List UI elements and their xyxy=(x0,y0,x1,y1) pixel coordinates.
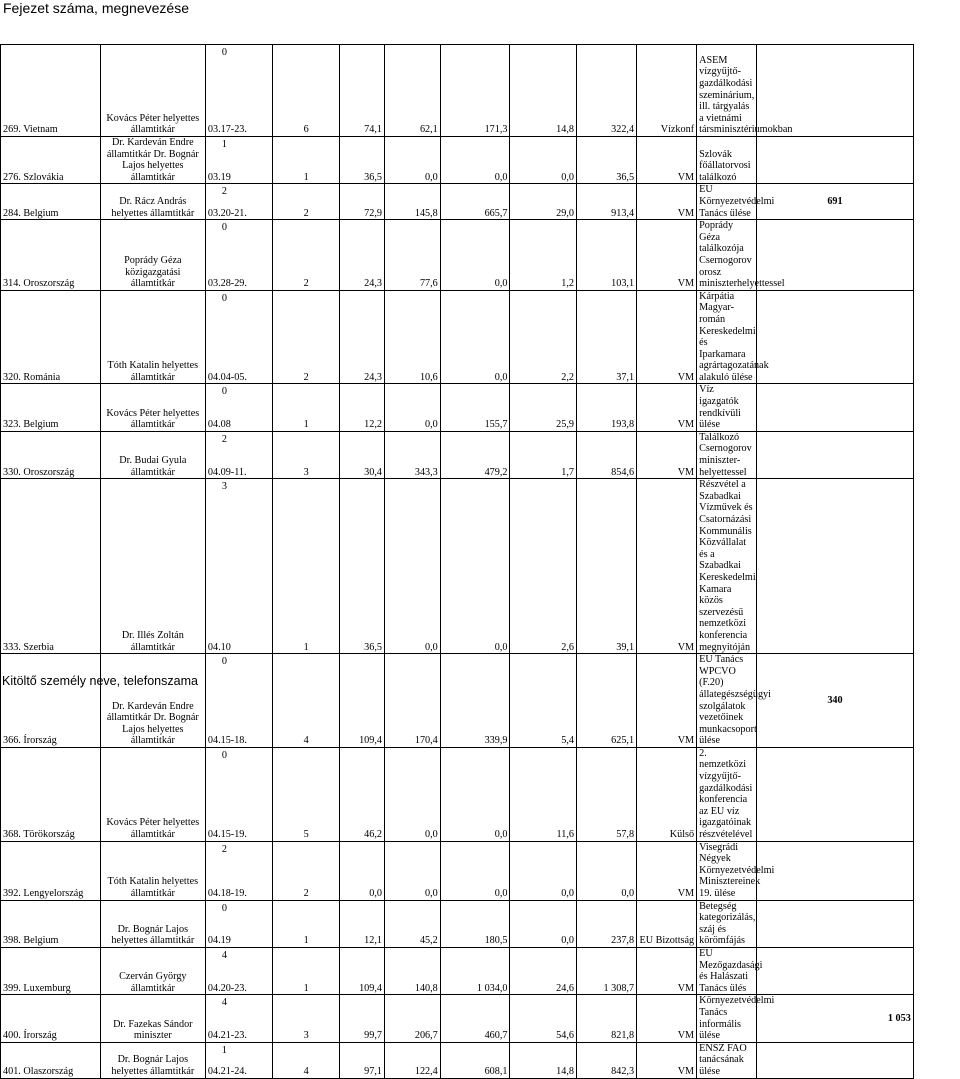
row-value-b: 77,6 xyxy=(385,220,441,291)
row-days: 1 xyxy=(273,947,340,994)
row-days: 6 xyxy=(273,45,340,137)
row-count: 2 xyxy=(221,186,227,198)
table-row xyxy=(1,431,960,478)
row-topic: EU Mezőgazdasági és Halászati Tanács ülés xyxy=(697,947,757,994)
row-date xyxy=(205,220,273,291)
row-value-c: 479,2 xyxy=(440,431,510,478)
row-value-c: 608,1 xyxy=(440,1042,510,1078)
row-days: 1 xyxy=(273,479,340,654)
row-extra-value xyxy=(757,900,914,947)
row-total: 821,8 xyxy=(576,995,636,1042)
table-row xyxy=(1,384,960,431)
row-person: Tóth Katalin helyettes államtitkár xyxy=(100,841,205,900)
row-total: 625,1 xyxy=(576,654,636,748)
row-value-b: 206,7 xyxy=(385,995,441,1042)
row-topic: Kárpátia Magyar-román Kereskedelmi és Iparkamara agrártagozatának alakuló ülése xyxy=(697,290,757,384)
row-date-text: 04.19 xyxy=(207,935,231,947)
row-person: Czerván György államtitkár xyxy=(100,947,205,994)
row-value-b: 0,0 xyxy=(385,384,441,431)
row-value-d: 1,2 xyxy=(510,220,577,291)
row-total: 0,0 xyxy=(576,841,636,900)
row-date-text: 04.15-18. xyxy=(207,735,247,747)
row-value-a: 109,4 xyxy=(339,654,384,748)
row-extra-value: 1 053 xyxy=(757,995,914,1042)
table-row xyxy=(1,220,960,291)
row-extra-value: 691 xyxy=(757,184,914,220)
row-value-d: 24,6 xyxy=(510,947,577,994)
row-count: 0 xyxy=(221,292,227,304)
row-date xyxy=(205,947,273,994)
row-extra-value xyxy=(757,747,914,841)
table-row xyxy=(1,995,960,1042)
row-count: 1 xyxy=(221,1044,227,1056)
row-topic: Víz igazgatók rendkívüli ülése xyxy=(697,384,757,431)
row-value-b: 0,0 xyxy=(385,137,441,184)
row-topic: EU Környezetvédelmi Tanács ülése xyxy=(697,184,757,220)
row-date-text: 04.08 xyxy=(207,419,231,431)
row-value-d: 1,7 xyxy=(510,431,577,478)
row-person: Dr. Kardeván Endre államtitkár Dr. Bognár Lajos helyettes államtitkár xyxy=(100,654,205,748)
row-value-b: 145,8 xyxy=(385,184,441,220)
row-value-b: 140,8 xyxy=(385,947,441,994)
table-row xyxy=(1,137,960,184)
row-mode: VM xyxy=(637,220,697,291)
row-value-d: 0,0 xyxy=(510,841,577,900)
row-total: 842,3 xyxy=(576,1042,636,1078)
row-mode: VM xyxy=(637,1042,697,1078)
row-country: 392. Lengyelország xyxy=(1,841,101,900)
row-mode: VM xyxy=(637,947,697,994)
row-topic: Környezetvédelmi Tanács informális ülése xyxy=(697,995,757,1042)
row-extra-value xyxy=(757,45,914,137)
row-value-a: 74,1 xyxy=(339,45,384,137)
row-value-d: 54,6 xyxy=(510,995,577,1042)
row-country: 330. Oroszország xyxy=(1,431,101,478)
row-country: 314. Oroszország xyxy=(1,220,101,291)
row-count: 2 xyxy=(221,433,227,445)
row-value-d: 0,0 xyxy=(510,900,577,947)
row-person: Tóth Katalin helyettes államtitkár xyxy=(100,290,205,384)
row-date xyxy=(205,384,273,431)
row-country: 366. Írország xyxy=(1,654,101,748)
row-total: 37,1 xyxy=(576,290,636,384)
row-value-c: 1 034,0 xyxy=(440,947,510,994)
row-mode: VM xyxy=(637,290,697,384)
row-total: 103,1 xyxy=(576,220,636,291)
row-count: 0 xyxy=(221,222,227,234)
row-topic: Szlovák főállatorvosi találkozó xyxy=(697,137,757,184)
table-row xyxy=(1,900,960,947)
row-value-a: 36,5 xyxy=(339,137,384,184)
row-count: 0 xyxy=(221,47,227,58)
row-date xyxy=(205,900,273,947)
table-row xyxy=(1,290,960,384)
row-person: Dr. Budai Gyula államtitkár xyxy=(100,431,205,478)
row-value-a: 24,3 xyxy=(339,290,384,384)
row-count: 0 xyxy=(221,656,227,668)
row-date-text: 04.04-05. xyxy=(207,371,247,383)
row-date-text: 03.17-23. xyxy=(207,124,247,136)
row-value-c: 0,0 xyxy=(440,137,510,184)
row-date xyxy=(205,995,273,1042)
row-topic: Visegrádi Négyek Környezetvédelmi Minisztereinek 19. ülése xyxy=(697,841,757,900)
row-mode: VM xyxy=(637,137,697,184)
table-row xyxy=(1,479,960,654)
row-count: 4 xyxy=(221,949,227,961)
row-days: 1 xyxy=(273,900,340,947)
row-person: Dr. Illés Zoltán államtitkár xyxy=(100,479,205,654)
row-person: Kovács Péter helyettes államtitkár xyxy=(100,45,205,137)
row-extra-value xyxy=(757,137,914,184)
row-value-b: 62,1 xyxy=(385,45,441,137)
row-person: Dr. Bognár Lajos helyettes államtitkár xyxy=(100,900,205,947)
row-total: 913,4 xyxy=(576,184,636,220)
row-value-a: 12,2 xyxy=(339,384,384,431)
row-country: 323. Belgium xyxy=(1,384,101,431)
row-value-c: 460,7 xyxy=(440,995,510,1042)
row-mode: VM xyxy=(637,479,697,654)
row-value-c: 0,0 xyxy=(440,747,510,841)
row-days: 4 xyxy=(273,1042,340,1078)
row-date-text: 04.15-19. xyxy=(207,829,247,841)
row-days: 2 xyxy=(273,220,340,291)
row-person: Kovács Péter helyettes államtitkár xyxy=(100,384,205,431)
row-days: 1 xyxy=(273,137,340,184)
row-extra-value xyxy=(757,947,914,994)
row-mode: VM xyxy=(637,431,697,478)
row-extra-value xyxy=(757,479,914,654)
row-date xyxy=(205,45,273,137)
table-row xyxy=(1,841,960,900)
row-date-text: 03.28-29. xyxy=(207,278,247,290)
row-value-a: 12,1 xyxy=(339,900,384,947)
row-days: 2 xyxy=(273,184,340,220)
row-mode: VM xyxy=(637,841,697,900)
row-value-b: 122,4 xyxy=(385,1042,441,1078)
row-total: 193,8 xyxy=(576,384,636,431)
row-value-c: 339,9 xyxy=(440,654,510,748)
row-count: 0 xyxy=(221,749,227,761)
row-topic: Poprády Géza találkozója Csernogorov orosz miniszterhelyettessel xyxy=(697,220,757,291)
row-value-d: 14,8 xyxy=(510,1042,577,1078)
footer-contact-label: Kitöltő személy neve, telefonszama xyxy=(2,674,198,688)
row-mode: VM xyxy=(637,384,697,431)
row-date xyxy=(205,747,273,841)
row-extra-value xyxy=(757,1042,914,1078)
row-value-a: 72,9 xyxy=(339,184,384,220)
row-date xyxy=(205,1042,273,1078)
row-extra-value xyxy=(757,384,914,431)
row-country: 276. Szlovákia xyxy=(1,137,101,184)
row-value-d: 0,0 xyxy=(510,137,577,184)
row-topic: Találkozó Csernogorov miniszter-helyettessel xyxy=(697,431,757,478)
row-topic: Betegség kategorizálás, száj és körömfájás xyxy=(697,900,757,947)
row-days: 1 xyxy=(273,384,340,431)
row-value-a: 24,3 xyxy=(339,220,384,291)
row-country: 400. Írország xyxy=(1,995,101,1042)
row-value-d: 2,2 xyxy=(510,290,577,384)
row-date xyxy=(205,841,273,900)
row-count: 1 xyxy=(221,139,227,150)
row-total: 1 308,7 xyxy=(576,947,636,994)
row-value-d: 5,4 xyxy=(510,654,577,748)
row-date-text: 04.10 xyxy=(207,641,231,653)
row-country: 368. Törökország xyxy=(1,747,101,841)
row-date-text: 04.21-24. xyxy=(207,1065,247,1077)
row-date xyxy=(205,137,273,184)
row-person: Dr. Rácz András helyettes államtitkár xyxy=(100,184,205,220)
row-value-a: 46,2 xyxy=(339,747,384,841)
row-value-a: 0,0 xyxy=(339,841,384,900)
table-row xyxy=(1,654,960,748)
row-topic: ASEM vízgyűjtő-gazdálkodási szeminárium, ill. tárgyalás a vietnámi társminisztériumokban xyxy=(697,45,757,137)
row-value-c: 665,7 xyxy=(440,184,510,220)
row-date xyxy=(205,654,273,748)
row-mode: Külső xyxy=(637,747,697,841)
row-mode: Vízkonf xyxy=(637,45,697,137)
row-value-b: 45,2 xyxy=(385,900,441,947)
row-total: 57,8 xyxy=(576,747,636,841)
row-value-a: 36,5 xyxy=(339,479,384,654)
row-extra-value xyxy=(757,290,914,384)
row-days: 3 xyxy=(273,995,340,1042)
row-count: 4 xyxy=(221,997,227,1009)
row-value-d: 14,8 xyxy=(510,45,577,137)
row-date-text: 04.09-11. xyxy=(207,466,247,478)
row-date-text: 03.20-21. xyxy=(207,207,247,219)
row-value-b: 343,3 xyxy=(385,431,441,478)
row-country: 269. Vietnam xyxy=(1,45,101,137)
table-row xyxy=(1,747,960,841)
row-date-text: 03.19 xyxy=(207,171,231,183)
row-value-d: 29,0 xyxy=(510,184,577,220)
row-total: 322,4 xyxy=(576,45,636,137)
row-date xyxy=(205,290,273,384)
row-country: 401. Olaszország xyxy=(1,1042,101,1078)
table-row xyxy=(1,1042,960,1078)
row-extra-value xyxy=(757,431,914,478)
row-total: 854,6 xyxy=(576,431,636,478)
row-value-b: 10,6 xyxy=(385,290,441,384)
row-value-b: 0,0 xyxy=(385,841,441,900)
row-days: 5 xyxy=(273,747,340,841)
row-count: 0 xyxy=(221,386,227,398)
row-date-text: 04.18-19. xyxy=(207,888,247,899)
row-count: 0 xyxy=(221,902,227,914)
row-person: Dr. Fazekas Sándor miniszter xyxy=(100,995,205,1042)
row-value-c: 0,0 xyxy=(440,479,510,654)
row-date xyxy=(205,184,273,220)
row-extra-value: 340 xyxy=(757,654,914,748)
row-topic: ENSZ FAO tanácsának ülése xyxy=(697,1042,757,1078)
row-country: 320. Románia xyxy=(1,290,101,384)
table-row xyxy=(1,947,960,994)
row-topic: 2. nemzetközi vízgyűjtő-gazdálkodási konferencia az EU víz igazgatóinak részvételével xyxy=(697,747,757,841)
row-value-a: 99,7 xyxy=(339,995,384,1042)
row-days: 3 xyxy=(273,431,340,478)
row-mode: VM xyxy=(637,654,697,748)
row-total: 237,8 xyxy=(576,900,636,947)
row-date-text: 04.20-23. xyxy=(207,982,247,994)
row-value-c: 171,3 xyxy=(440,45,510,137)
row-value-c: 155,7 xyxy=(440,384,510,431)
row-count: 2 xyxy=(221,843,227,855)
row-value-b: 0,0 xyxy=(385,479,441,654)
row-mode: EU Bizottság xyxy=(637,900,697,947)
row-mode: VM xyxy=(637,995,697,1042)
row-topic: EU Tanács WPCVO (F.20) állategészségügyi szolgálatok vezetőinek munkacsoport ülése xyxy=(697,654,757,748)
row-country: 333. Szerbia xyxy=(1,479,101,654)
table-row xyxy=(1,45,960,137)
row-total: 39,1 xyxy=(576,479,636,654)
row-country: 399. Luxemburg xyxy=(1,947,101,994)
row-value-d: 25,9 xyxy=(510,384,577,431)
row-value-b: 170,4 xyxy=(385,654,441,748)
row-value-a: 109,4 xyxy=(339,947,384,994)
row-topic: Részvétel a Szabadkai Vízművek és Csatornázási Kommunális Közvállalat és a Szabadkai Kereskedelmi Kamara közös szervezésű nemzetközi konferencia megnyitóján xyxy=(697,479,757,654)
row-date xyxy=(205,479,273,654)
row-value-c: 0,0 xyxy=(440,841,510,900)
row-person: Kovács Péter helyettes államtitkár xyxy=(100,747,205,841)
row-value-a: 97,1 xyxy=(339,1042,384,1078)
row-value-b: 0,0 xyxy=(385,747,441,841)
row-value-d: 11,6 xyxy=(510,747,577,841)
chapter-title: Fejezet száma, megnevezése xyxy=(3,0,189,16)
row-days: 4 xyxy=(273,654,340,748)
travel-report-table xyxy=(0,44,960,1079)
row-days: 2 xyxy=(273,841,340,900)
row-mode: VM xyxy=(637,184,697,220)
row-date-text: 04.21-23. xyxy=(207,1030,247,1042)
row-person: Dr. Bognár Lajos helyettes államtitkár xyxy=(100,1042,205,1078)
row-value-c: 180,5 xyxy=(440,900,510,947)
row-country: 398. Belgium xyxy=(1,900,101,947)
row-value-d: 2,6 xyxy=(510,479,577,654)
row-total: 36,5 xyxy=(576,137,636,184)
row-value-c: 0,0 xyxy=(440,290,510,384)
table-row xyxy=(1,184,960,220)
row-value-a: 30,4 xyxy=(339,431,384,478)
row-count: 3 xyxy=(221,481,227,493)
row-person: Poprády Géza közigazgatási államtitkár xyxy=(100,220,205,291)
row-value-c: 0,0 xyxy=(440,220,510,291)
row-days: 2 xyxy=(273,290,340,384)
row-person: Dr. Kardeván Endre államtitkár Dr. Bognár Lajos helyettes államtitkár xyxy=(100,137,205,184)
row-extra-value xyxy=(757,841,914,900)
row-date xyxy=(205,431,273,478)
row-country: 284. Belgium xyxy=(1,184,101,220)
